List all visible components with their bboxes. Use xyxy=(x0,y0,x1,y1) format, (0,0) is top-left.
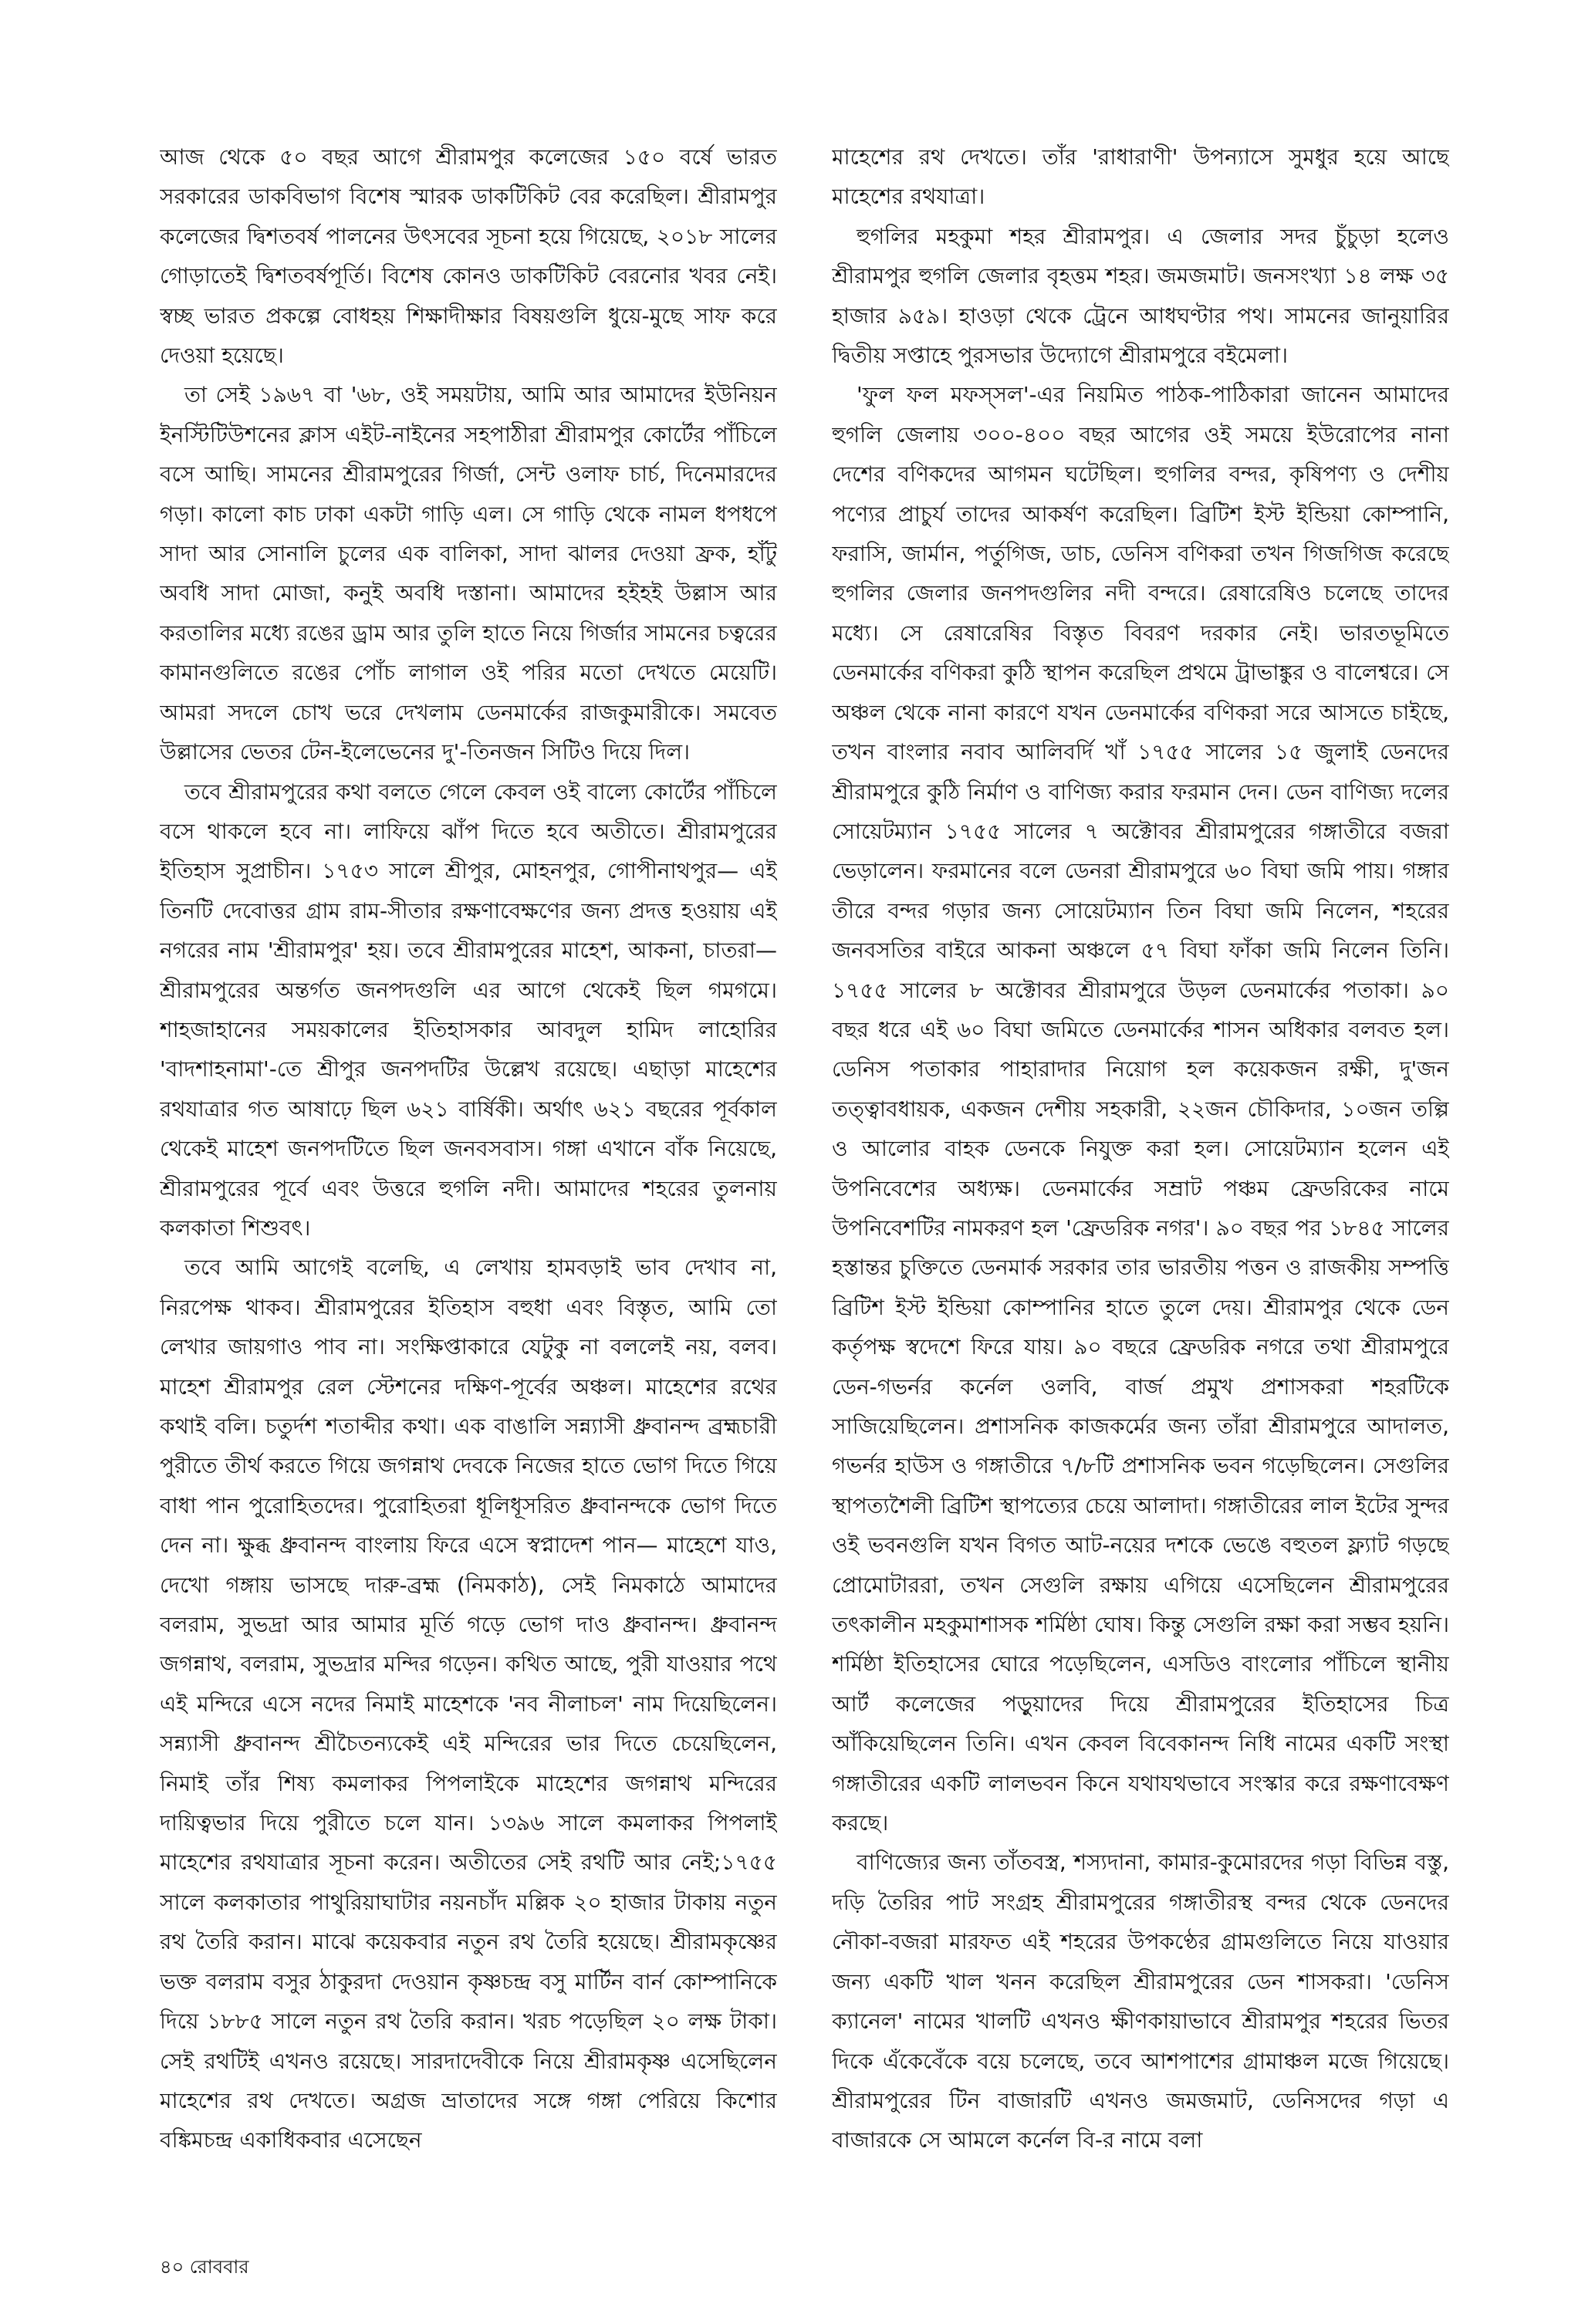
paragraph: 'ফুল ফল মফস্সল'-এর নিয়মিত পাঠক-পাঠিকারা জানেন আমাদের হুগলি জেলায় ৩০০-৪০০ বছর আগের ওই সময়ে ইউরোপের নানা দেশের বণিকদের আগমন ঘটেছিল। হুগলির বন্দর, কৃষিপণ্য ও দেশীয় পণ্যের প্রাচুর্য তাদের আকর্ষণ করেছিল। ব্রিটিশ ইস্ট ইন্ডিয়া কোম্পানি, ফরাসি, জার্মান, পর্তুগিজ, ডাচ, ডেনিস বণিকরা তখন গিজগিজ করেছে হুগলির জেলার জনপদগুলির নদী বন্দরে। রেষারেষিও চলেছে তাদের মধ্যে। সে রেষারেষির বিস্তৃত বিবরণ দরকার নেই। ভারতভূমিতে ডেনমার্কের বণিকরা কুঠি স্থাপন করেছিল প্রথমে ট্রাভাঙ্কুর ও বালেশ্বরে। সে অঞ্চল থেকে নানা কারণে যখন ডেনমার্কের বণিকরা সরে আসতে চাইছে, তখন বাংলার নবাব আলিবর্দি খাঁ ১৭৫৫ সালের ১৫ জুলাই ডেনদের শ্রীরামপুরে কুঠি নির্মাণ ও বাণিজ্য করার ফরমান দেন। ডেন বাণিজ্য দলের সোয়েটম্যান ১৭৫৫ সালের ৭ অক্টোবর শ্রীরামপুরের গঙ্গাতীরে বজরা ভেড়ালেন। ফরমানের বলে ডেনরা শ্রীরামপুরে ৬০ বিঘা জমি পায়। গঙ্গার তীরে বন্দর গড়ার জন্য সোয়েটম্যান তিন বিঘা জমি নিলেন, শহরের জনবসতির বাইরে আকনা অঞ্চলে ৫৭ বিঘা ফাঁকা জমি নিলেন তিনি। ১৭৫৫ সালের ৮ অক্টোবর শ্রীরামপুরে উড়ল ডেনমার্কের পতাকা। ৯০ বছর ধরে এই ৬০ বিঘা জমিতে ডেনমার্কের শাসন অধিকার বলবত হল। ডেনিস পতাকার পাহারাদার নিয়োগ হল কয়েকজন রক্ষী, দু'জন তত্ত্বাবধায়ক, একজন দেশীয় সহকারী, ২২জন চৌকিদার, ১০জন তল্পি ও আলোর বাহক ডেনকে নিযুক্ত করা হল। সোয়েটম্যান হলেন এই উপনিবেশের অধ্যক্ষ। ডেনমার্কের সম্রাট পঞ্চম ফ্রেডরিকের নামে উপনিবেশটির নামকরণ হল 'ফ্রেডরিক নগর'। ৯০ বছর পর ১৮৪৫ সালের হস্তান্তর চুক্তিতে ডেনমার্ক সরকার তার ভারতীয় পত্তন ও রাজকীয় সম্পত্তি ব্রিটিশ ইস্ট ইন্ডিয়া কোম্পানির হাতে তুলে দেয়। শ্রীরামপুর থেকে ডেন কর্তৃপক্ষ স্বদেশে ফিরে যায়। ৯০ বছরে ফ্রেডরিক নগরে তথা শ্রীরামপুরে ডেন-গভর্নর কর্নেল ওলবি, বার্জ প্রমুখ প্রশাসকরা শহরটিকে সাজিয়েছিলেন। প্রশাসনিক কাজকর্মের জন্য তাঁরা শ্রীরামপুরে আদালত, গভর্নর হাউস ও গঙ্গাতীরে ৭/৮টি প্রশাসনিক ভবন গড়েছিলেন। সেগুলির স্থাপত্যশৈলী ব্রিটিশ স্থাপত্যের চেয়ে আলাদা। গঙ্গাতীরের লাল ইটের সুন্দর ওই ভবনগুলি যখন বিগত আট-নয়ের দশকে ভেঙে বহুতল ফ্ল্যাট গড়ছে প্রোমোটাররা, তখন সেগুলি রক্ষায় এগিয়ে এসেছিলেন শ্রীরামপুরের তৎকালীন মহকুমাশাসক শর্মিষ্ঠা ঘোষ। কিন্তু সেগুলি রক্ষা করা সম্ভব হয়নি। শর্মিষ্ঠা ইতিহাসের ঘোরে পড়েছিলেন, এসডিও বাংলোর পাঁচিলে স্থানীয় আর্ট কলেজের পড়ুয়াদের দিয়ে শ্রীরামপুরের ইতিহাসের চিত্র আঁকিয়েছিলেন তিনি। এখন কেবল বিবেকানন্দ নিধি নামের একটি সংস্থা গঙ্গাতীরের একটি লালভবন কিনে যথাযথভাবে সংস্কার করে রক্ষণাবেক্ষণ করছে। xyxy=(832,382,1449,1836)
right-column xyxy=(832,137,1449,2221)
paragraph: বাণিজ্যের জন্য তাঁতবস্ত্র, শস্যদানা, কামার-কুমোরদের গড়া বিভিন্ন বস্তু, দড়ি তৈরির পাট সংগ্রহ শ্রীরামপুরের গঙ্গাতীরস্থ বন্দর থেকে ডেনদের নৌকা-বজরা মারফত এই শহরের উপকণ্ঠের গ্রামগুলিতে নিয়ে যাওয়ার জন্য একটি খাল খনন করেছিল শ্রীরামপুরের ডেন শাসকরা। 'ডেনিস ক্যানেল' নামের খালটি এখনও ক্ষীণকায়াভাবে শ্রীরামপুর শহরের ভিতর দিকে এঁকেবেঁকে বয়ে চলেছে, তবে আশপাশের গ্রামাঞ্চল মজে গিয়েছে। শ্রীরামপুরের টিন বাজারটি এখনও জমজমাট, ডেনিসদের গড়া এ বাজারকে সে আমলে কর্নেল বি-র নামে বলা xyxy=(832,1849,1449,2153)
left-column xyxy=(160,137,777,2221)
paragraph: তা সেই ১৯৬৭ বা '৬৮, ওই সময়টায়, আমি আর আমাদের ইউনিয়ন ইনস্টিটিউশনের ক্লাস এইট-নাইনের সহপাঠীরা শ্রীরামপুর কোর্টের পাঁচিলে বসে আছি। সামনের শ্রীরামপুরের গির্জা, সেন্ট ওলাফ চার্চ, দিনেমারদের গড়া। কালো কাচ ঢাকা একটা গাড়ি এল। সে গাড়ি থেকে নামল ধপধপে সাদা আর সোনালি চুলের এক বালিকা, সাদা ঝালর দেওয়া ফ্রক, হাঁটু অবধি সাদা মোজা, কনুই অবধি দস্তানা। আমাদের হইহই উল্লাস আর করতালির মধ্যে রঙের ড্রাম আর তুলি হাতে নিয়ে গির্জার সামনের চত্বরের কামানগুলিতে রঙের পোঁচ লাগাল ওই পরির মতো দেখতে মেয়েটি। আমরা সদলে চোখ ভরে দেখলাম ডেনমার্কের রাজকুমারীকে। সমবেত উল্লাসের ভেতর টেন-ইলেভেনের দু'-তিনজন সিটিও দিয়ে দিল। xyxy=(160,382,777,765)
paragraph: মাহেশের রথ দেখতে। তাঁর 'রাধারাণী' উপন্যাসে সুমধুর হয়ে আছে মাহেশের রথযাত্রা। xyxy=(832,144,1449,210)
paragraph: তবে আমি আগেই বলেছি, এ লেখায় হামবড়াই ভাব দেখাব না, নিরপেক্ষ থাকব। শ্রীরামপুরের ইতিহাস বহুধা এবং বিস্তৃত, আমি তো লেখার জায়গাও পাব না। সংক্ষিপ্তাকারে যেটুকু না বললেই নয়, বলব। মাহেশ শ্রীরামপুর রেল স্টেশনের দক্ষিণ-পূর্বের অঞ্চল। মাহেশের রথের কথাই বলি। চতুর্দশ শতাব্দীর কথা। এক বাঙালি সন্ন্যাসী ধ্রুবানন্দ ব্রহ্মচারী পুরীতে তীর্থ করতে গিয়ে জগন্নাথ দেবকে নিজের হাতে ভোগ দিতে গিয়ে বাধা পান পুরোহিতদের। পুরোহিতরা ধূলিধূসরিত ধ্রুবানন্দকে ভোগ দিতে দেন না। ক্ষুব্ধ ধ্রুবানন্দ বাংলায় ফিরে এসে স্বপ্নাদেশ পান— মাহেশে যাও, দেখো গঙ্গায় ভাসছে দারু-ব্রহ্ম (নিমকাঠ), সেই নিমকাঠে আমাদের বলরাম, সুভদ্রা আর আমার মূর্তি গড়ে ভোগ দাও ধ্রুবানন্দ। ধ্রুবানন্দ জগন্নাথ, বলরাম, সুভদ্রার মন্দির গড়েন। কথিত আছে, পুরী যাওয়ার পথে এই মন্দিরে এসে নদের নিমাই মাহেশকে 'নব নীলাচল' নাম দিয়েছিলেন। সন্ন্যাসী ধ্রুবানন্দ শ্রীচৈতন্যকেই এই মন্দিরের ভার দিতে চেয়েছিলেন, নিমাই তাঁর শিষ্য কমলাকর পিপলাইকে মাহেশের জগন্নাথ মন্দিরের দায়িত্বভার দিয়ে পুরীতে চলে যান। ১৩৯৬ সালে কমলাকর পিপলাই মাহেশের রথযাত্রার সূচনা করেন। অতীতের সেই রথটি আর নেই;১৭৫৫ সালে কলকাতার পাথুরিয়াঘাটার নয়নচাঁদ মল্লিক ২০ হাজার টাকায় নতুন রথ তৈরি করান। মাঝে কয়েকবার নতুন রথ তৈরি হয়েছে। শ্রীরামকৃষ্ণের ভক্ত বলরাম বসুর ঠাকুরদা দেওয়ান কৃষ্ণচন্দ্র বসু মার্টিন বার্ন কোম্পানিকে দিয়ে ১৮৮৫ সালে নতুন রথ তৈরি করান। খরচ পড়েছিল ২০ লক্ষ টাকা। সেই রথটিই এখনও রয়েছে। সারদাদেবীকে নিয়ে শ্রীরামকৃষ্ণ এসেছিলেন মাহেশের রথ দেখতে। অগ্রজ ভ্রাতাদের সঙ্গে গঙ্গা পেরিয়ে কিশোর বঙ্কিমচন্দ্র একাধিকবার এসেছেন xyxy=(160,1255,777,2153)
page-folio: ৪০ রোববার xyxy=(160,2256,249,2278)
paragraph: তবে শ্রীরামপুরের কথা বলতে গেলে কেবল ওই বাল্যে কোর্টের পাঁচিলে বসে থাকলে হবে না। লাফিয়ে ঝাঁপ দিতে হবে অতীতে। শ্রীরামপুরের ইতিহাস সুপ্রাচীন। ১৭৫৩ সালে শ্রীপুর, মোহনপুর, গোপীনাথপুর— এই তিনটি দেবোত্তর গ্রাম রাম-সীতার রক্ষণাবেক্ষণের জন্য প্রদত্ত হওয়ায় এই নগরের নাম 'শ্রীরামপুর' হয়। তবে শ্রীরামপুরের মাহেশ, আকনা, চাতরা— শ্রীরামপুরের অন্তর্গত জনপদগুলি এর আগে থেকেই ছিল গমগমে। শাহজাহানের সময়কালের ইতিহাসকার আবদুল হামিদ লাহোরির 'বাদশাহনামা'-তে শ্রীপুর জনপদটির উল্লেখ রয়েছে। এছাড়া মাহেশের রথযাত্রার গত আষাঢ়ে ছিল ৬২১ বার্ষিকী। অর্থাৎ ৬২১ বছরের পূর্বকাল থেকেই মাহেশ জনপদটিতে ছিল জনবসবাস। গঙ্গা এখানে বাঁক নিয়েছে, শ্রীরামপুরের পূর্বে এবং উত্তরে হুগলি নদী। আমাদের শহরের তুলনায় কলকাতা শিশুবৎ। xyxy=(160,779,777,1241)
paragraph: হুগলির মহকুমা শহর শ্রীরামপুর। এ জেলার সদর চুঁচুড়া হলেও শ্রীরামপুর হুগলি জেলার বৃহত্তম শহর। জমজমাট। জনসংখ্যা ১৪ লক্ষ ৩৫ হাজার ৯৫৯। হাওড়া থেকে ট্রেনে আধঘণ্টার পথ। সামনের জানুয়ারির দ্বিতীয় সপ্তাহে পুরসভার উদ্যোগে শ্রীরামপুরে বইমেলা। xyxy=(832,223,1449,369)
paragraph: আজ থেকে ৫০ বছর আগে শ্রীরামপুর কলেজের ১৫০ বর্ষে ভারত সরকারের ডাকবিভাগ বিশেষ স্মারক ডাকটিকিট বের করেছিল। শ্রীরামপুর কলেজের দ্বিশতবর্ষ পালনের উৎসবের সূচনা হয়ে গিয়েছে, ২০১৮ সালের গোড়াতেই দ্বিশতবর্ষপূর্তি। বিশেষ কোনও ডাকটিকিট বেরনোর খবর নেই। স্বচ্ছ ভারত প্রকল্পে বোধহয় শিক্ষাদীক্ষার বিষয়গুলি ধুয়ে-মুছে সাফ করে দেওয়া হয়েছে। xyxy=(160,144,777,369)
